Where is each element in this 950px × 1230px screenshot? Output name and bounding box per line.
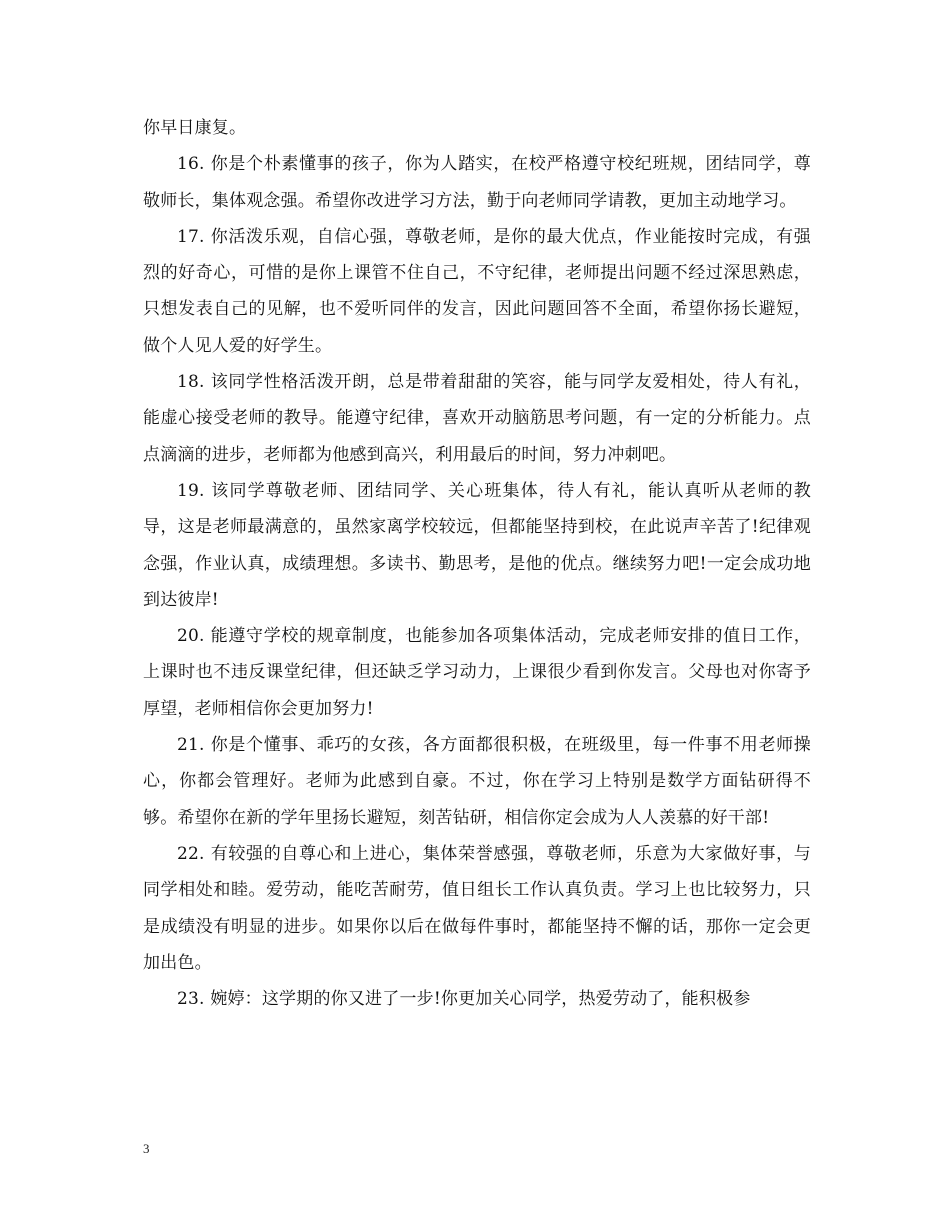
paragraph-p16: 16. 你是个朴素懂事的孩子，你为人踏实，在校严格遵守校纪班规，团结同学，尊敬师长，集体观念强。希望你改进学习方法，勤于向老师同学请教，更加主动地学习。 [143, 154, 811, 211]
paragraph-p23: 23. 婉婷：这学期的你又进了一步!你更加关心同学，热爱劳动了，能积极参 [177, 989, 751, 1010]
paragraph-p20: 20. 能遵守学校的规章制度，也能参加各项集体活动，完成老师安排的值日工作，上课时也不违反课堂纪律，但还缺乏学习动力，上课很少看到你发言。父母也对你寄予厚望，老师相信你会更加努力! [143, 626, 811, 719]
paragraph-p-cont: 你早日康复。 [143, 118, 247, 138]
page-number: 3 [143, 1141, 150, 1156]
paragraph-p18: 18. 该同学性格活泼开朗，总是带着甜甜的笑容，能与同学友爱相处，待人有礼，能虚心接受老师的教导。能遵守纪律，喜欢开动脑筋思考问题，有一定的分析能力。点点滴滴的进步，老师都为他感到高兴，利用最后的时间，努力冲刺吧。 [143, 372, 811, 465]
document-body [143, 110, 811, 1017]
paragraph-p22: 22. 有较强的自尊心和上进心，集体荣誉感强，尊敬老师，乐意为大家做好事，与同学相处和睦。爱劳动，能吃苦耐劳，值日组长工作认真负责。学习上也比较努力，只是成绩没有明显的进步。如果你以后在做每件事时，都能坚持不懈的话，那你一定会更加出色。 [143, 843, 811, 973]
paragraph-p19: 19. 该同学尊敬老师、团结同学、关心班集体，待人有礼，能认真听从老师的教导，这是老师最满意的，虽然家离学校较远，但都能坚持到校，在此说声辛苦了!纪律观念强，作业认真，成绩理想。多读书、勤思考，是他的优点。继续努力吧!一定会成功地到达彼岸! [143, 480, 811, 610]
paragraph-p17: 17. 你活泼乐观，自信心强，尊敬老师，是你的最大优点，作业能按时完成，有强烈的好奇心，可惜的是你上课管不住自己，不守纪律，老师提出问题不经过深思熟虑，只想发表自己的见解，也不爱听同伴的发言，因此问题回答不全面，希望你扬长避短，做个人见人爱的好学生。 [143, 226, 811, 356]
paragraph-p21: 21. 你是个懂事、乖巧的女孩，各方面都很积极，在班级里，每一件事不用老师操心，你都会管理好。老师为此感到自豪。不过，你在学习上特别是数学方面钻研得不够。希望你在新的学年里扬长避短，刻苦钻研，相信你定会成为人人羡慕的好干部! [143, 735, 811, 828]
